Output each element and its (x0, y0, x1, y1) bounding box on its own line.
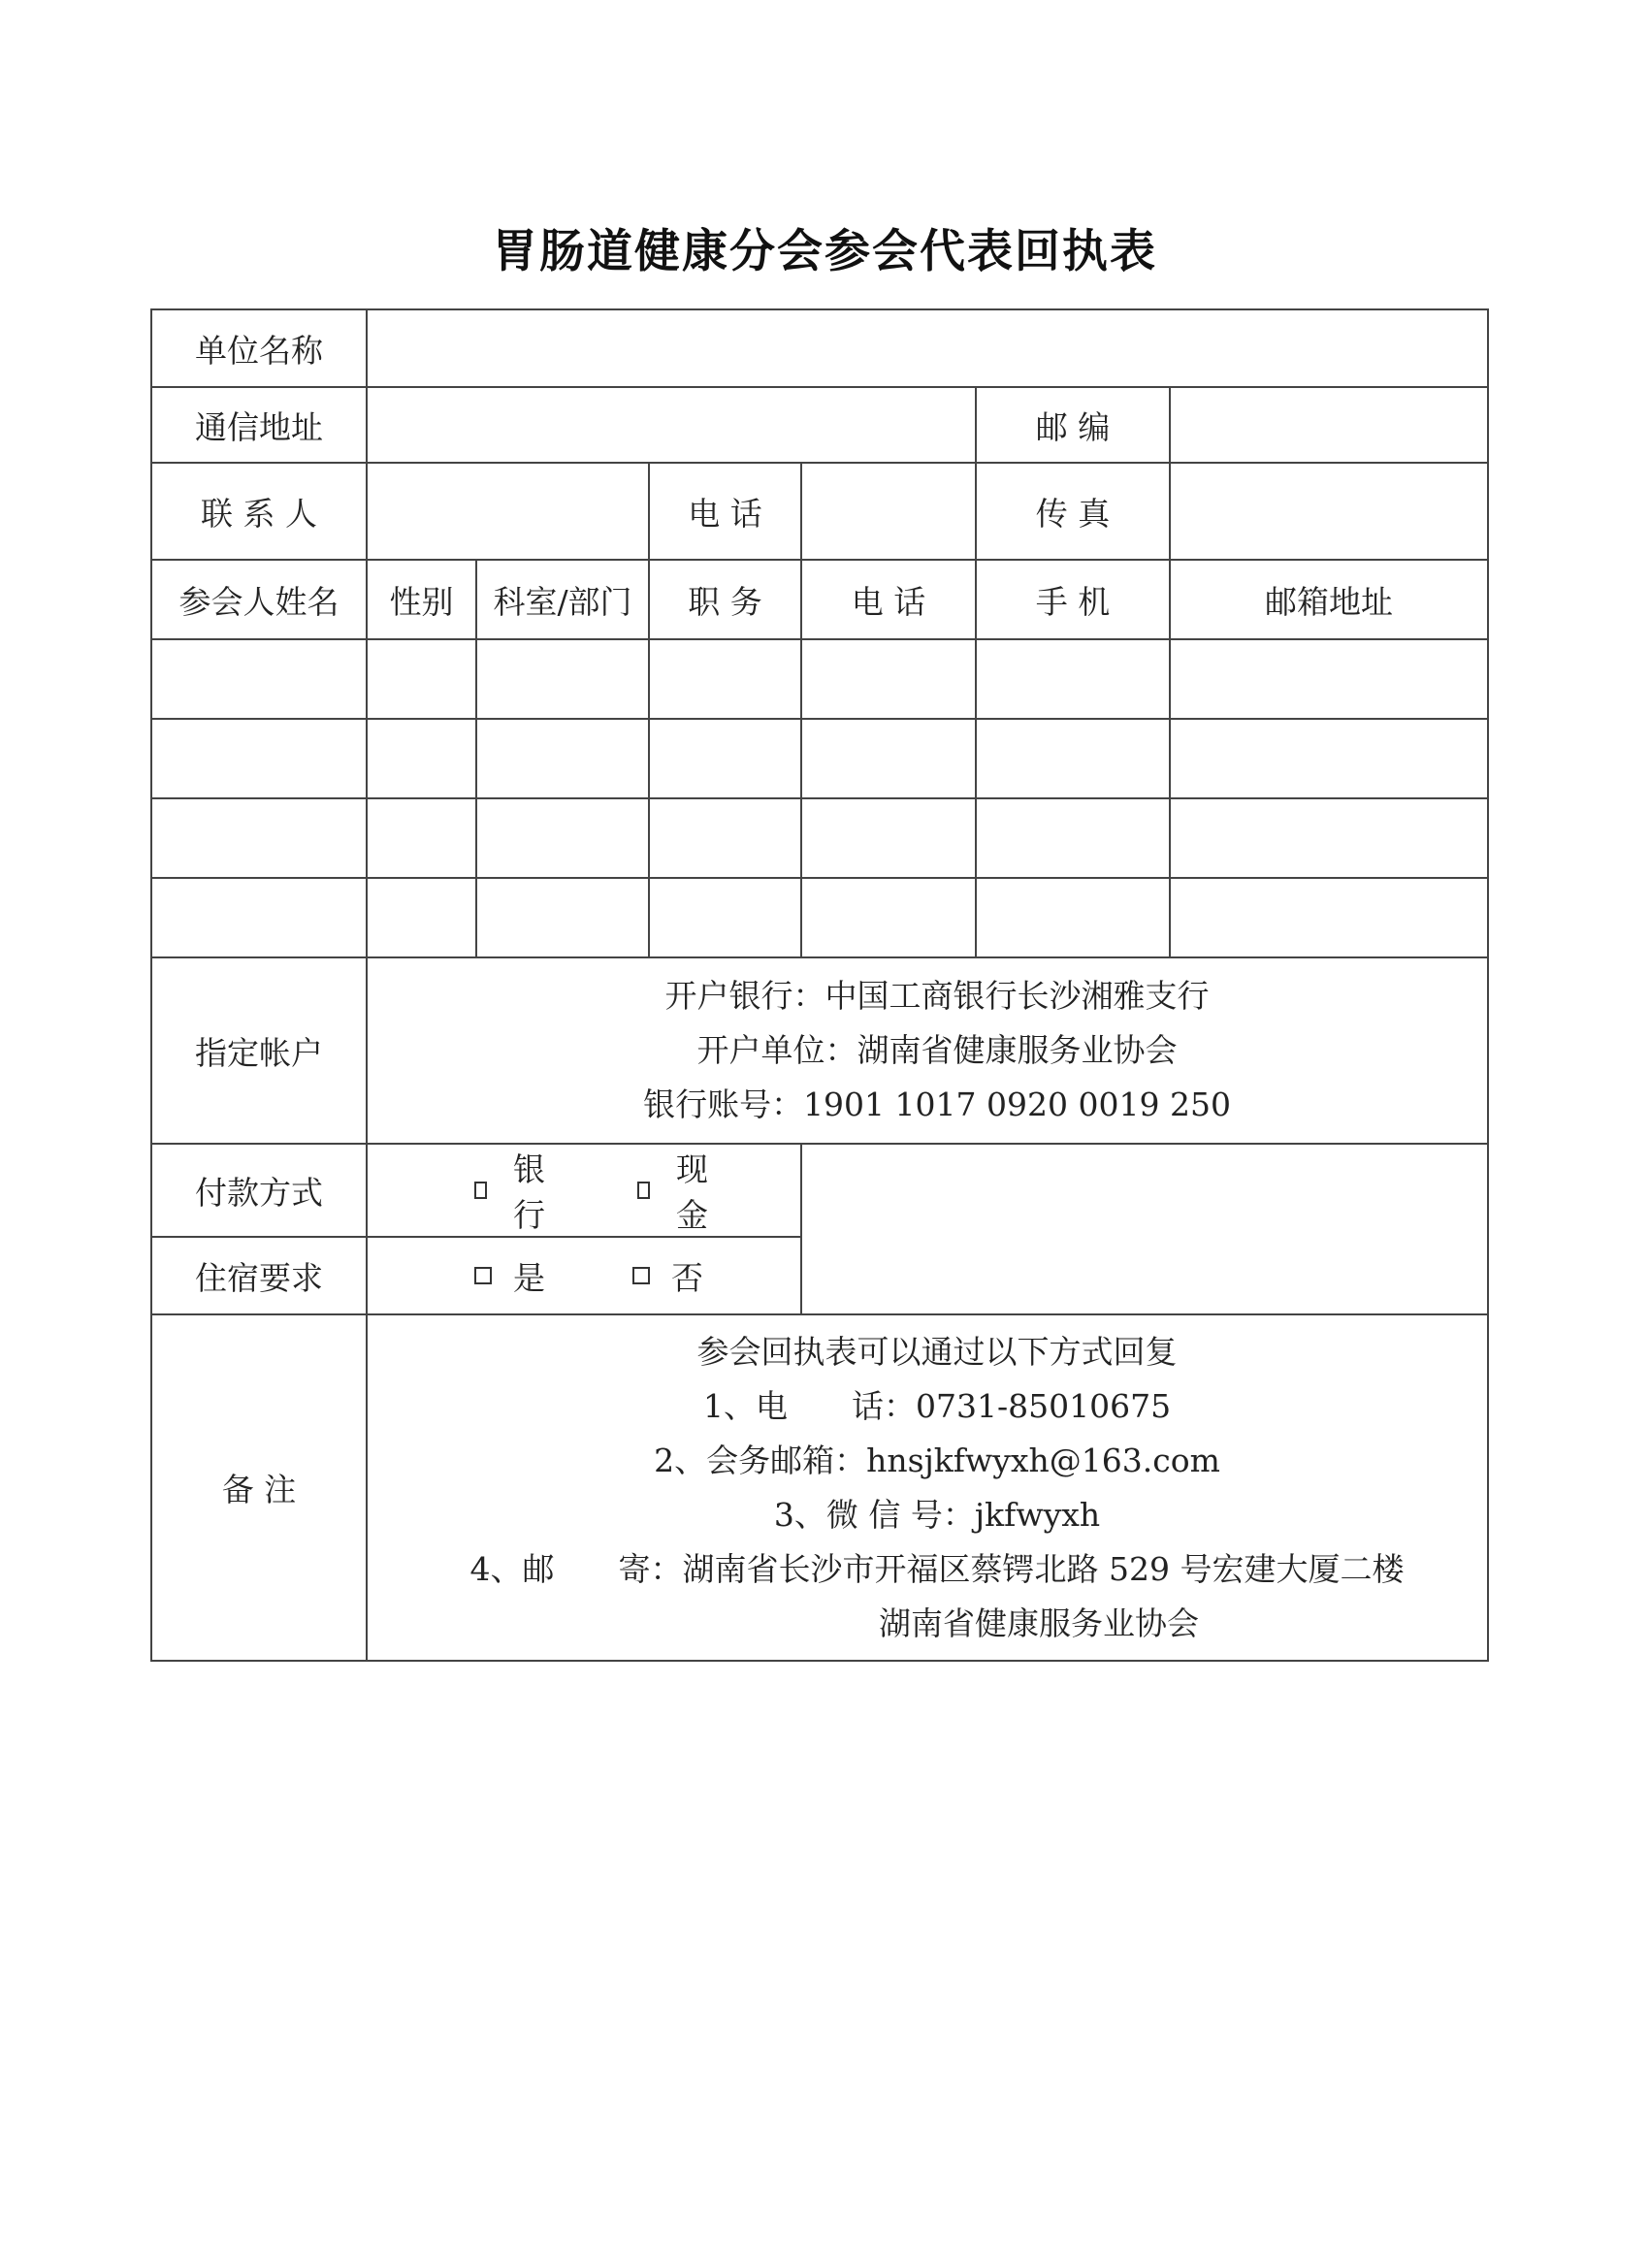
attendee-row (151, 878, 1488, 957)
contact-field[interactable] (367, 463, 649, 560)
attendee-cell[interactable] (367, 639, 476, 719)
remark-label: 备 注 (151, 1314, 367, 1661)
postcode-label: 邮 编 (976, 387, 1170, 463)
lodging-options (367, 1237, 801, 1314)
attendee-row (151, 719, 1488, 798)
remark-mail-recipient: 湖南省健康服务业协会 (879, 1604, 1200, 1642)
payment-options (367, 1144, 801, 1237)
attendee-cell[interactable] (367, 719, 476, 798)
account-label: 指定帐户 (151, 957, 367, 1144)
unit-row (151, 309, 1488, 387)
fax-label: 传 真 (976, 463, 1170, 560)
lodging-yes-label: 是 (513, 1258, 545, 1297)
checkbox-icon[interactable] (637, 1182, 650, 1199)
attendee-cell[interactable] (476, 878, 649, 957)
account-number: 银行账号：1901 1017 0920 0019 250 (643, 1085, 1231, 1123)
attendee-cell[interactable] (1170, 639, 1488, 719)
remark-intro: 参会回执表可以通过以下方式回复 (696, 1332, 1178, 1371)
account-bank: 开户银行：中国工商银行长沙湘雅支行 (664, 977, 1210, 1015)
phone-label: 电 话 (649, 463, 801, 560)
checkbox-icon[interactable] (632, 1267, 650, 1284)
attendee-cell[interactable] (476, 719, 649, 798)
contact-label: 联 系 人 (151, 463, 367, 560)
payment-cash-option[interactable] (637, 1145, 713, 1236)
attendee-cell[interactable] (649, 719, 801, 798)
payment-row (151, 1144, 1488, 1237)
address-label: 通信地址 (151, 387, 367, 463)
payment-label: 付款方式 (151, 1144, 367, 1237)
unit-name-label: 单位名称 (151, 309, 367, 387)
header-mobile: 手 机 (976, 560, 1170, 639)
attendee-cell[interactable] (1170, 798, 1488, 878)
attendee-cell[interactable] (476, 639, 649, 719)
attendee-cell[interactable] (801, 719, 976, 798)
attendee-cell[interactable] (476, 798, 649, 878)
attendee-cell[interactable] (151, 639, 367, 719)
phone-field[interactable] (801, 463, 976, 560)
attendee-cell[interactable] (649, 878, 801, 957)
remark-mail: 4、邮 寄：湖南省长沙市开福区蔡锷北路 529 号宏建大厦二楼 (469, 1549, 1405, 1588)
blank-area (801, 1144, 1488, 1314)
contact-row (151, 463, 1488, 560)
page-title: 胃肠道健康分会参会代表回执表 (492, 225, 1157, 278)
registration-form (150, 308, 1489, 1662)
attendee-cell[interactable] (151, 719, 367, 798)
unit-name-field[interactable] (367, 309, 1488, 387)
account-row (151, 957, 1488, 1144)
attendee-cell[interactable] (151, 798, 367, 878)
attendee-cell[interactable] (801, 798, 976, 878)
attendee-row (151, 639, 1488, 719)
header-name: 参会人姓名 (151, 560, 367, 639)
lodging-yes-option[interactable] (474, 1253, 545, 1299)
attendee-cell[interactable] (1170, 719, 1488, 798)
attendee-cell[interactable] (976, 719, 1170, 798)
attendee-cell[interactable] (976, 878, 1170, 957)
payment-bank-option[interactable] (474, 1145, 550, 1236)
attendee-cell[interactable] (367, 878, 476, 957)
remark-phone: 1、电 话：0731-85010675 (702, 1386, 1172, 1425)
payment-cash-label: 现金 (676, 1150, 709, 1234)
attendee-cell[interactable] (367, 798, 476, 878)
attendee-cell[interactable] (649, 798, 801, 878)
lodging-no-option[interactable] (632, 1253, 703, 1299)
attendee-cell[interactable] (801, 639, 976, 719)
account-info (367, 957, 1488, 1144)
lodging-no-label: 否 (671, 1258, 703, 1297)
address-row (151, 387, 1488, 463)
payment-bank-label: 银行 (513, 1150, 546, 1234)
attendee-cell[interactable] (649, 639, 801, 719)
attendee-cell[interactable] (976, 798, 1170, 878)
attendee-cell[interactable] (801, 878, 976, 957)
header-department: 科室/部门 (476, 560, 649, 639)
remark-content (367, 1314, 1488, 1661)
attendee-header-row (151, 560, 1488, 639)
header-gender: 性别 (367, 560, 476, 639)
account-unit: 开户单位：湖南省健康服务业协会 (696, 1031, 1178, 1069)
remark-wechat: 3、微 信 号：jkfwyxh (773, 1495, 1101, 1534)
attendee-cell[interactable] (151, 878, 367, 957)
attendee-cell[interactable] (1170, 878, 1488, 957)
fax-field[interactable] (1170, 463, 1488, 560)
attendee-cell[interactable] (976, 639, 1170, 719)
postcode-field[interactable] (1170, 387, 1488, 463)
remark-email: 2、会务邮箱：hnsjkfwyxh@163.com (654, 1441, 1220, 1479)
checkbox-icon[interactable] (474, 1182, 487, 1199)
header-phone: 电 话 (801, 560, 976, 639)
address-field[interactable] (367, 387, 976, 463)
attendee-row (151, 798, 1488, 878)
lodging-label: 住宿要求 (151, 1237, 367, 1314)
header-position: 职 务 (649, 560, 801, 639)
checkbox-icon[interactable] (474, 1267, 492, 1284)
header-email: 邮箱地址 (1170, 560, 1488, 639)
remark-row (151, 1314, 1488, 1661)
